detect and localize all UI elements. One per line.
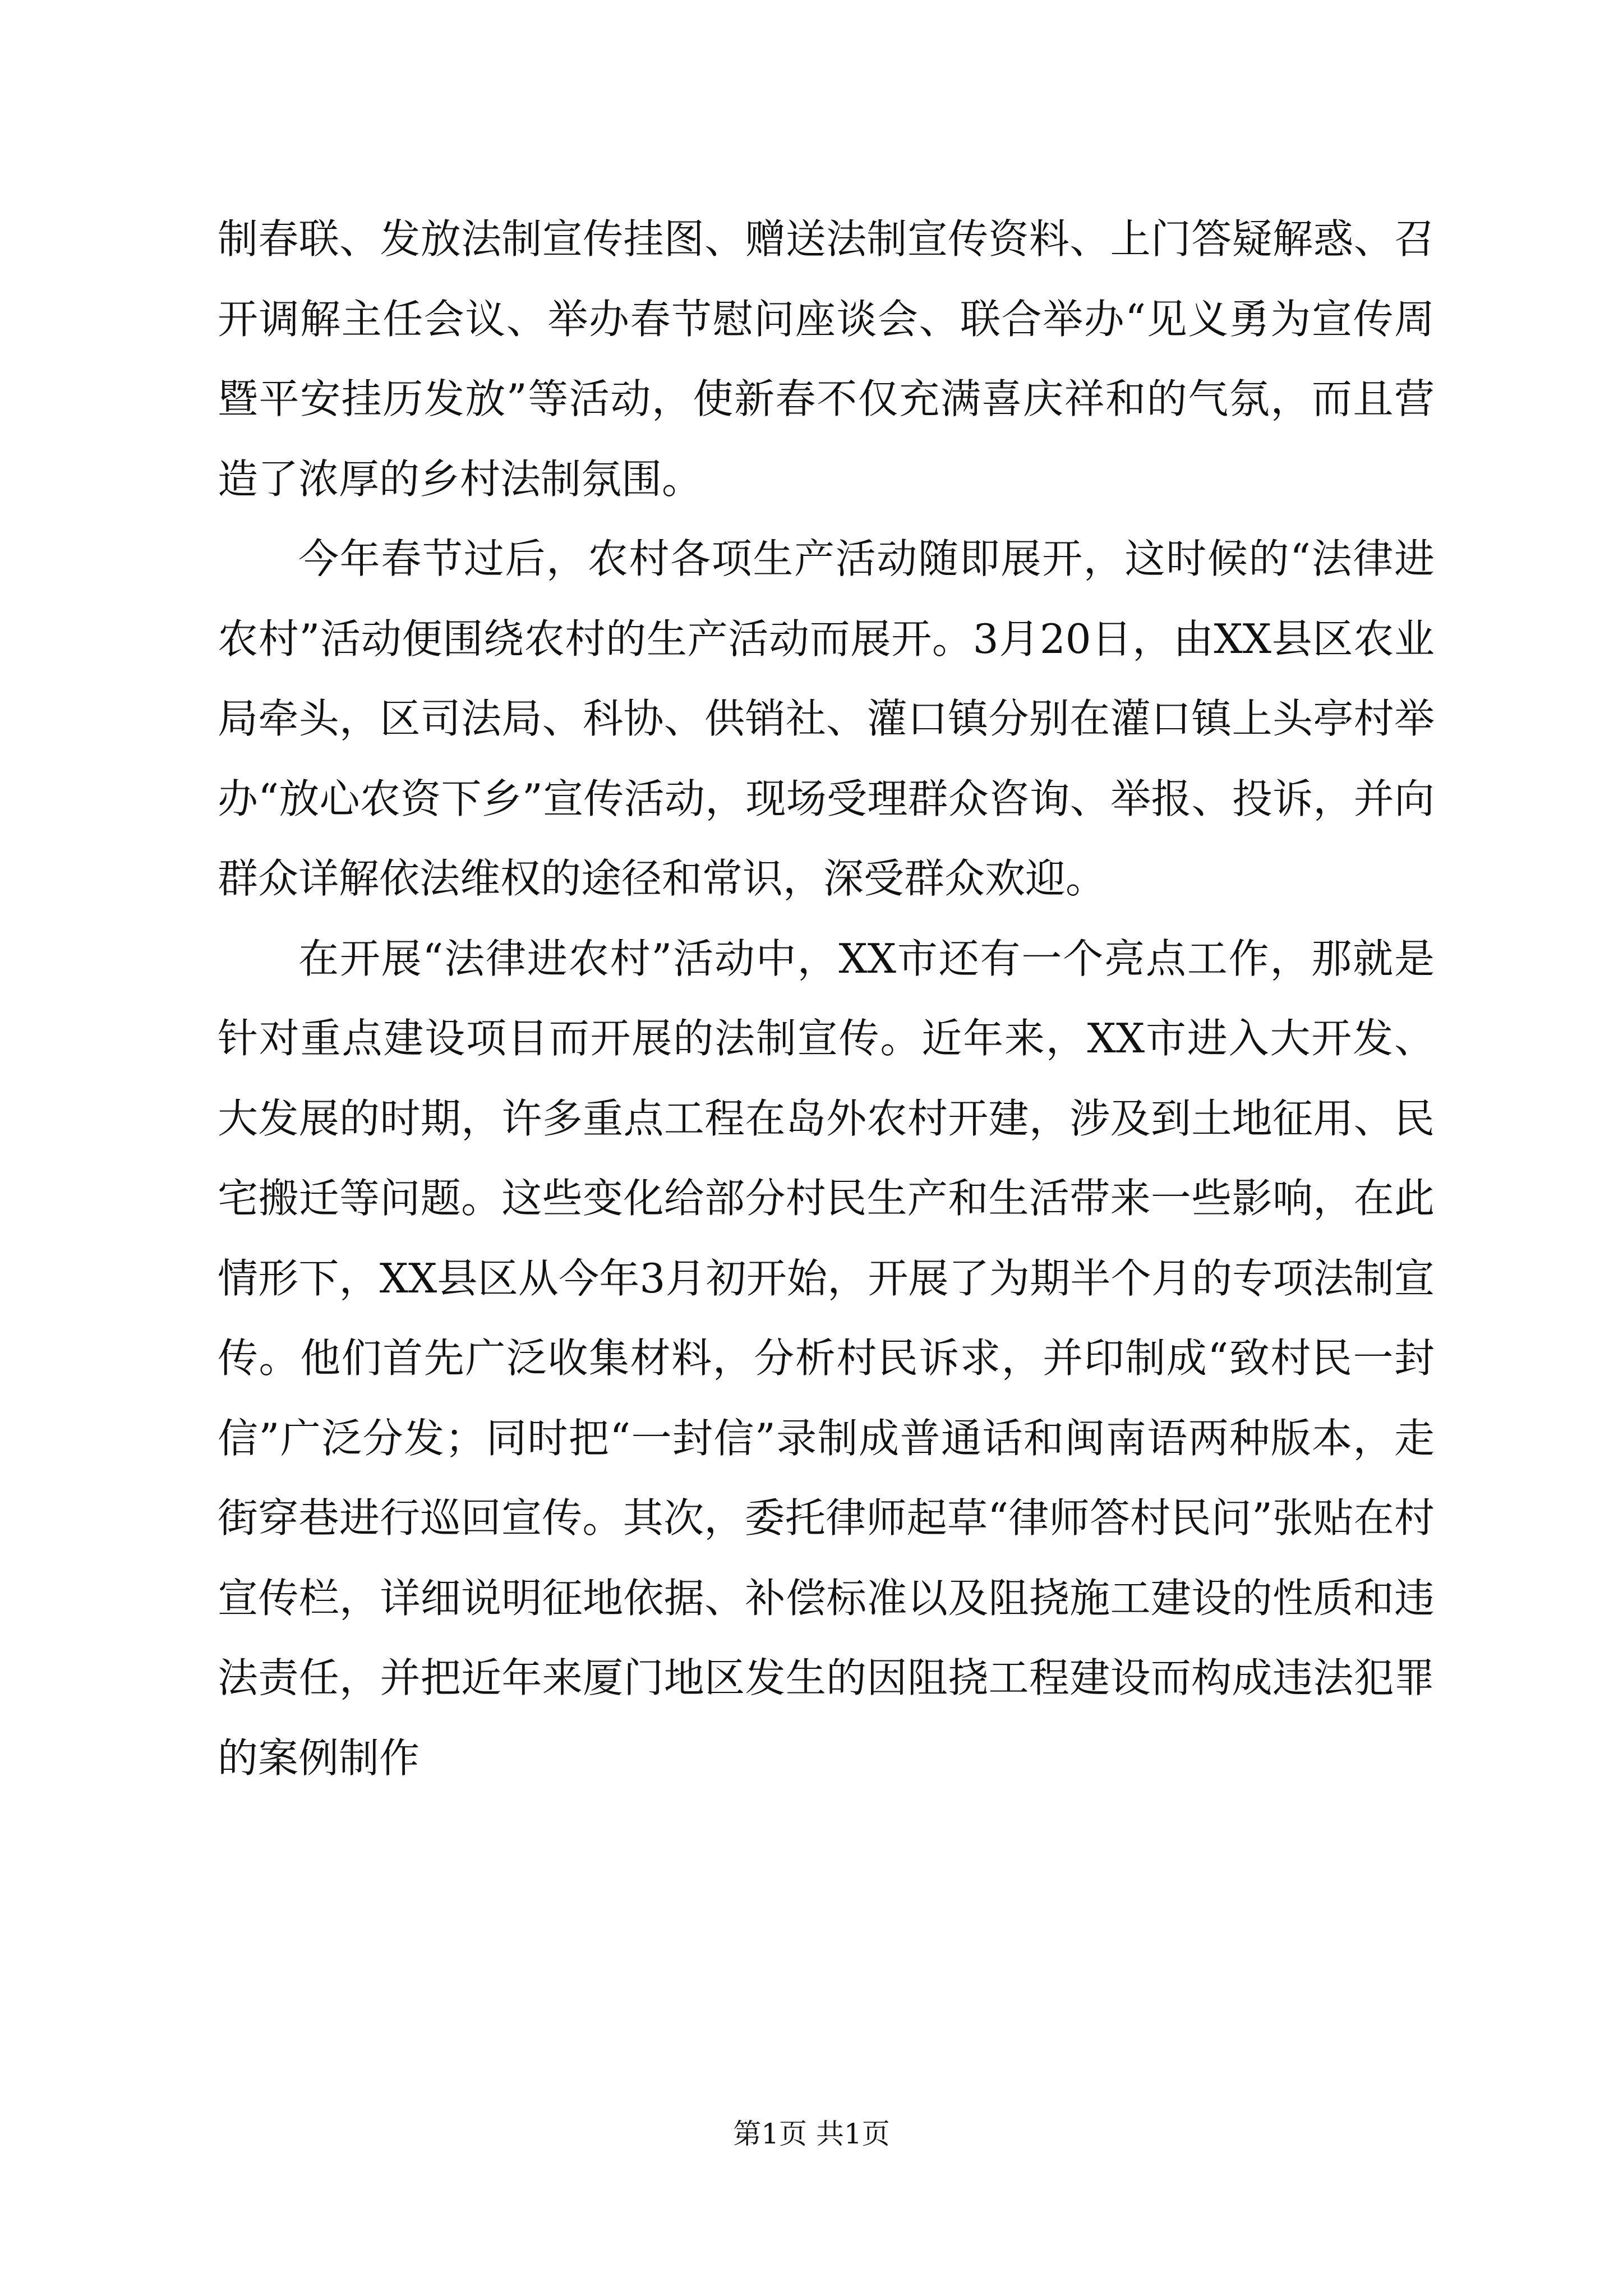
document-body xyxy=(218,199,1435,1798)
paragraph-key-projects: 在开展“法律进农村”活动中，XX市还有一个亮点工作，那就是针对重点建设项目而开展的法制宣传。近年来，XX市进入大开发、大发展的时期，许多重点工程在岛外农村开建，涉及到土地征用、民宅搬迁等问题。这些变化给部分村民生产和生活带来一些影响，在此情形下，XX县区从今年3月初开始，开展了为期半个月的专项法制宣传。他们首先广泛收集材料，分析村民诉求，并印制成“致村民一封信”广泛分发；同时把“一封信”录制成普通话和闽南语两种版本，走街穿巷进行巡回宣传。其次，委托律师起草“律师答村民问”张贴在村宣传栏，详细说明征地依据、补偿标准以及阻挠施工建设的性质和违法责任，并把近年来厦门地区发生的因阻挠工程建设而构成违法犯罪的案例制作 xyxy=(218,935,1435,1782)
paragraph-continuation: 制春联、发放法制宣传挂图、赠送法制宣传资料、上门答疑解惑、召开调解主任会议、举办春节慰问座谈会、联合举办“见义勇为宣传周暨平安挂历发放”等活动，使新春不仅充满喜庆祥和的气氛，而且营造了浓厚的乡村法制氛围。 xyxy=(218,215,1435,503)
paragraph-spring-activities: 今年春节过后，农村各项生产活动随即展开，这时候的“法律进农村”活动便围绕农村的生产活动而展开。3月20日，由XX县区农业局牵头，区司法局、科协、供销社、灌口镇分别在灌口镇上头亭村举办“放心农资下乡”宣传活动，现场受理群众咨询、举报、投诉，并向群众详解依法维权的途径和常识，深受群众欢迎。 xyxy=(218,535,1435,902)
page-footer: 第1页 共1页 xyxy=(733,2118,890,2150)
